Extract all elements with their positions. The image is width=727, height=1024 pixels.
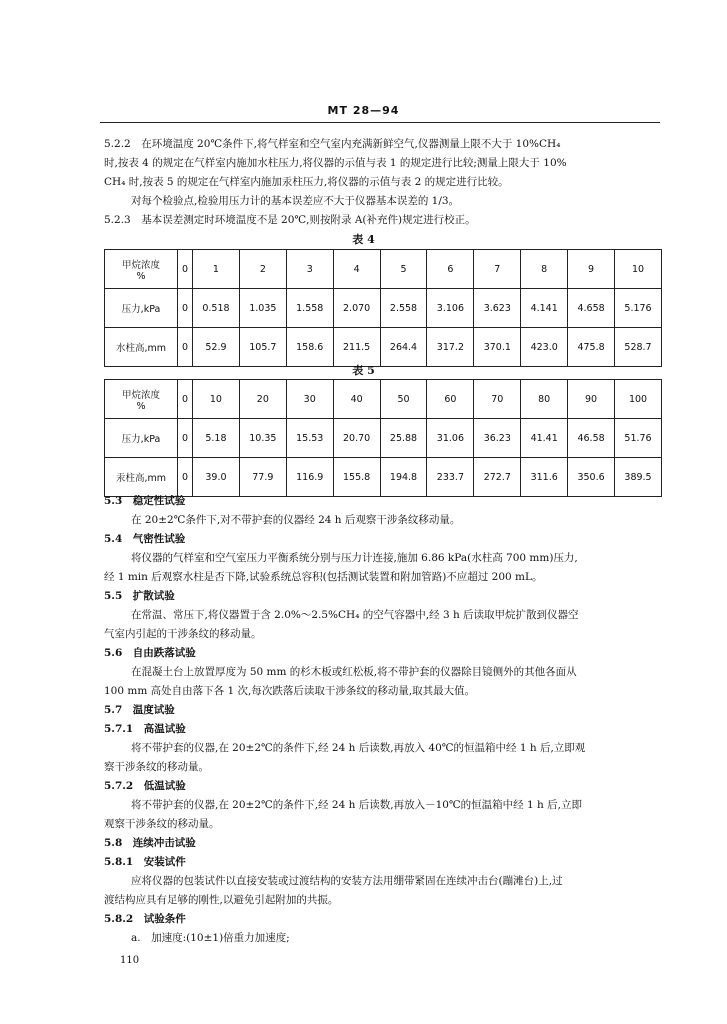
section-5-6-text2: 100 mm 高处自由落下各 1 次,每次跌落后读取干涉条纹的移动量,取其最大值。: [104, 685, 476, 697]
para-522-line1: 5.2.2 在环境温度 20℃条件下,将气样室和空气室内充满新鲜空气,仪器测量上限不大于 10%CH₄: [104, 138, 561, 150]
section-5-7-2-text2: 观察干涉条纹的移动量。: [104, 818, 220, 830]
table-row: [105, 419, 662, 458]
table-cell: 52.9: [193, 328, 240, 367]
table-cell: 汞柱高,mm: [105, 458, 178, 497]
section-5-4-text2: 经 1 min 后观察水柱是否下降,试验系统总容积(包括测试装置和附加管路)不应超过 200 mL。: [104, 571, 543, 583]
table-cell: 36.23: [474, 419, 521, 458]
table-cell: 0.518: [193, 289, 240, 328]
table-cell: 0: [178, 328, 193, 367]
table-cell: 4.658: [568, 289, 615, 328]
section-5-5-title: 5.5 扩散试验: [104, 590, 175, 602]
section-5-7-1-text2: 察干涉条纹的移动量。: [104, 761, 209, 773]
section-5-8-2-title: 5.8.2 试验条件: [104, 913, 186, 925]
table-row: [105, 289, 662, 328]
table-cell: 350.6: [568, 458, 615, 497]
table-cell: 1.035: [239, 289, 286, 328]
table-cell: 0: [178, 380, 193, 419]
table-4: [104, 249, 662, 367]
table-cell: 6: [427, 250, 474, 289]
table-cell: 9: [568, 250, 615, 289]
table-cell: 70: [474, 380, 521, 419]
table-cell: 压力,kPa: [105, 419, 178, 458]
table-cell: 1: [193, 250, 240, 289]
table-cell: 0: [178, 289, 193, 328]
table-cell: 25.88: [380, 419, 427, 458]
table-cell: 3: [286, 250, 333, 289]
table-cell: 528.7: [615, 328, 662, 367]
table-cell: 5.176: [615, 289, 662, 328]
table-cell: 51.76: [615, 419, 662, 458]
table-row: [105, 458, 662, 497]
table-cell: 90: [568, 380, 615, 419]
table-cell: 甲烷浓度 %: [105, 380, 178, 419]
table-cell: 40: [333, 380, 380, 419]
table-cell: 272.7: [474, 458, 521, 497]
table-cell: 3.623: [474, 289, 521, 328]
section-5-5-text2: 气室内引起的干涉条纹的移动量。: [104, 628, 262, 640]
table-row: [105, 328, 662, 367]
table-cell: 46.58: [568, 419, 615, 458]
section-5-8-2-a: a. 加速度:(10±1)倍重力加速度;: [131, 932, 290, 944]
table-cell: 194.8: [380, 458, 427, 497]
section-5-7-title: 5.7 温度试验: [104, 704, 175, 716]
section-5-7-2-text1: 将不带护套的仪器,在 20±2℃的条件下,经 24 h 后读数,再放入－10℃的恒温箱中经 1 h 后,立即: [131, 799, 582, 811]
section-5-8-title: 5.8 连续冲击试验: [104, 837, 196, 849]
table-cell: 389.5: [615, 458, 662, 497]
table-cell: 5: [380, 250, 427, 289]
section-5-8-1-title: 5.8.1 安装试件: [104, 856, 186, 868]
section-5-4-text1: 将仪器的气样室和空气室压力平衡系统分别与压力计连接,施加 6.86 kPa(水柱高 700 mm)压力,: [131, 552, 578, 564]
header-rule: [100, 122, 660, 123]
table-cell: 8: [521, 250, 568, 289]
table-cell: 39.0: [193, 458, 240, 497]
table-cell: 5.18: [193, 419, 240, 458]
table-cell: 0: [178, 458, 193, 497]
table-cell: 77.9: [239, 458, 286, 497]
section-5-4-title: 5.4 气密性试验: [104, 533, 186, 545]
para-522-line2: 时,按表 4 的规定在气样室内施加水柱压力,将仪器的示值与表 1 的规定进行比较;测量上限大于 10%: [104, 157, 567, 169]
table-cell: 105.7: [239, 328, 286, 367]
section-5-3-text: 在 20±2℃条件下,对不带护套的仪器经 24 h 后观察干涉条纹移动量。: [131, 514, 461, 526]
table-row: [105, 380, 662, 419]
table-cell: 116.9: [286, 458, 333, 497]
table-cell: 100: [615, 380, 662, 419]
table-cell: 4.141: [521, 289, 568, 328]
table5-caption: 表 5: [352, 364, 375, 377]
table-cell: 264.4: [380, 328, 427, 367]
table-cell: 20: [239, 380, 286, 419]
table-cell: 10: [615, 250, 662, 289]
table-cell: 60: [427, 380, 474, 419]
section-5-8-1-text2: 渡结构应具有足够的刚性,以避免引起附加的共振。: [104, 894, 339, 906]
table-cell: 80: [521, 380, 568, 419]
section-5-7-1-text1: 将不带护套的仪器,在 20±2℃的条件下,经 24 h 后读数,再放入 40℃的恒温箱中经 1 h 后,立即观: [131, 742, 586, 754]
document-header: MT 28—94: [327, 104, 400, 117]
section-5-5-text1: 在常温、常压下,将仪器置于含 2.0%～2.5%CH₄ 的空气容器中,经 3 h 后读取甲烷扩散到仪器空: [131, 609, 579, 621]
para-522-line4: 对每个检验点,检验用压力计的基本误差应不大于仪器基本误差的 1/3。: [131, 195, 460, 207]
table-cell: 233.7: [427, 458, 474, 497]
section-5-3-title: 5.3 稳定性试验: [104, 495, 186, 507]
table-cell: 41.41: [521, 419, 568, 458]
table-cell: 2.070: [333, 289, 380, 328]
table-cell: 2.558: [380, 289, 427, 328]
table-cell: 423.0: [521, 328, 568, 367]
table-cell: 30: [286, 380, 333, 419]
table-cell: 0: [178, 419, 193, 458]
table-cell: 15.53: [286, 419, 333, 458]
table-cell: 1.558: [286, 289, 333, 328]
table-cell: 压力,kPa: [105, 289, 178, 328]
table-5: [104, 379, 662, 497]
table-cell: 水柱高,mm: [105, 328, 178, 367]
table-cell: 317.2: [427, 328, 474, 367]
section-5-6-title: 5.6 自由跌落试验: [104, 647, 196, 659]
section-5-6-text1: 在混凝土台上放置厚度为 50 mm 的杉木板或红松板,将不带护套的仪器除目镜侧外的其他各面从: [131, 666, 577, 678]
table-cell: 31.06: [427, 419, 474, 458]
para-523: 5.2.3 基本误差测定时环境温度不是 20℃,则按附录 A(补充件)规定进行校正。: [104, 214, 476, 226]
table-cell: 7: [474, 250, 521, 289]
page-number: 110: [120, 955, 140, 966]
table-cell: 10: [193, 380, 240, 419]
table-cell: 158.6: [286, 328, 333, 367]
table-cell: 475.8: [568, 328, 615, 367]
table-row: [105, 250, 662, 289]
section-5-8-1-text1: 应将仪器的包装试件以直接安装或过渡结构的安装方法用绷带紧固在连续冲击台(蹦滩台)上,过: [131, 875, 563, 887]
table-cell: 0: [178, 250, 193, 289]
table-cell: 20.70: [333, 419, 380, 458]
table-cell: 甲烷浓度 %: [105, 250, 178, 289]
table-cell: 311.6: [521, 458, 568, 497]
section-5-7-1-title: 5.7.1 高温试验: [104, 723, 186, 735]
table4-caption: 表 4: [352, 233, 375, 246]
table-cell: 50: [380, 380, 427, 419]
section-5-7-2-title: 5.7.2 低温试验: [104, 780, 186, 792]
table-cell: 155.8: [333, 458, 380, 497]
para-522-line3: CH₄ 时,按表 5 的规定在气样室内施加汞柱压力,将仪器的示值与表 2 的规定进行比较。: [104, 176, 509, 188]
table-cell: 4: [333, 250, 380, 289]
table-cell: 2: [239, 250, 286, 289]
table-cell: 10.35: [239, 419, 286, 458]
table-cell: 211.5: [333, 328, 380, 367]
table-cell: 370.1: [474, 328, 521, 367]
table-cell: 3.106: [427, 289, 474, 328]
